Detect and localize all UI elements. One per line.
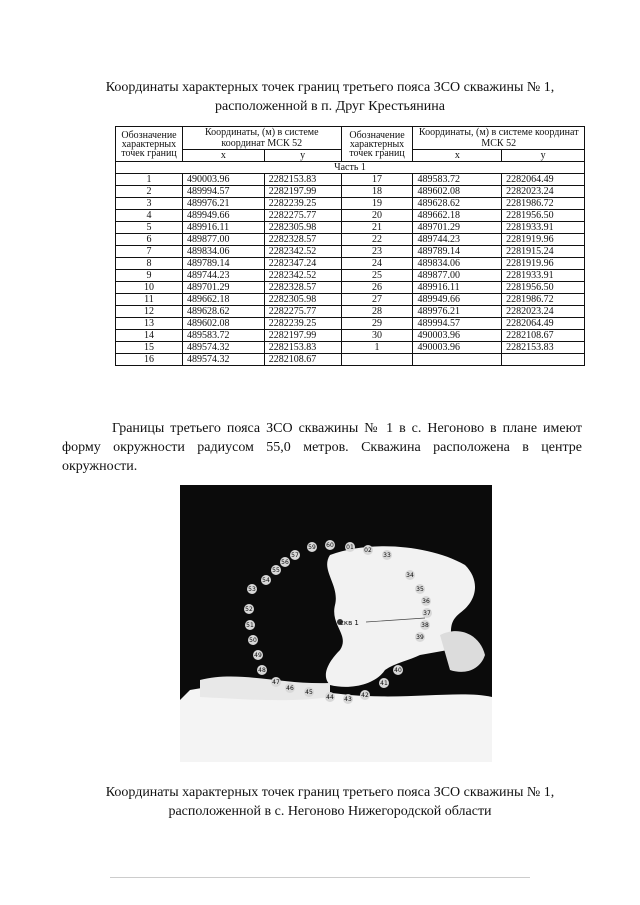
table-row (116, 258, 585, 270)
table-cell-n1: 1 (116, 174, 183, 186)
table-cell-y2: 2282108.67 (502, 330, 585, 342)
table-cell-n1: 11 (116, 294, 183, 306)
table-cell-n1: 10 (116, 282, 183, 294)
boundary-point-label: 48 (258, 667, 266, 674)
header-point-designation-2: Обозначение характерных точек границ (341, 127, 413, 162)
table-cell-n2: 30 (341, 330, 413, 342)
table-cell-y1: 2282239.25 (264, 318, 341, 330)
table-cell-n1: 6 (116, 234, 183, 246)
boundary-point-label: 52 (245, 606, 253, 613)
table-row (116, 246, 585, 258)
table-cell-x1: 489701.29 (182, 282, 264, 294)
table-row (116, 294, 585, 306)
table-cell-y1: 2282108.67 (264, 354, 341, 366)
site-map-graphic (180, 485, 492, 762)
table-cell-x2: 489628.62 (413, 198, 502, 210)
map-white-area-right (440, 631, 485, 672)
table-cell-n2: 17 (341, 174, 413, 186)
boundary-point-label: 51 (246, 622, 254, 629)
table-cell-x1: 489574.32 (182, 354, 264, 366)
table-header-row (116, 127, 585, 150)
boundary-point-label: 49 (254, 652, 262, 659)
title-top-line1: Координаты характерных точек границ третьего пояса ЗСО скважины № 1, (105, 80, 555, 95)
table-cell-n2: 29 (341, 318, 413, 330)
table-cell-y2: 2281933.91 (502, 222, 585, 234)
table-cell-n1: 4 (116, 210, 183, 222)
table-row (116, 342, 585, 354)
table-cell-x1: 489628.62 (182, 306, 264, 318)
table-cell-x1: 489916.11 (182, 222, 264, 234)
table-cell-x2: 489834.06 (413, 258, 502, 270)
title-bottom-line2: расположенной в с. Негоново Нижегородской области (168, 804, 492, 819)
table-row (116, 282, 585, 294)
table-cell-x2 (413, 354, 502, 366)
table-cell-y2: 2281956.50 (502, 282, 585, 294)
table-cell-y1: 2282239.25 (264, 198, 341, 210)
table-cell-y1: 2282342.52 (264, 270, 341, 282)
table-cell-y1: 2282328.57 (264, 282, 341, 294)
table-cell-n1: 14 (116, 330, 183, 342)
table-cell-n2: 26 (341, 282, 413, 294)
description-paragraph: Границы третьего пояса ЗСО скважины № 1 в с. Негоново в плане имеют форму окружности радиусом 55,0 метров. Скважина расположена в центре окружности. (62, 421, 582, 474)
table-cell-n2: 1 (341, 342, 413, 354)
table-part-row (116, 162, 585, 174)
boundary-point-label: 01 (346, 544, 354, 551)
table-cell-x2: 489602.08 (413, 186, 502, 198)
header-coordinates: Координаты, (м) в системе координат МСК 52 (182, 127, 341, 150)
table-cell-x2: 489877.00 (413, 270, 502, 282)
well-label: скв 1 (340, 619, 359, 627)
title-top-line2: расположенной в п. Друг Крестьянина (214, 99, 445, 114)
table-cell-n1: 15 (116, 342, 183, 354)
boundary-point-label: 50 (249, 637, 257, 644)
boundary-point-label: 60 (326, 542, 334, 549)
table-row (116, 330, 585, 342)
table-cell-y1: 2282305.98 (264, 222, 341, 234)
site-map-image (180, 485, 492, 762)
table-cell-x2: 489976.21 (413, 306, 502, 318)
table-cell-y2: 2282064.49 (502, 318, 585, 330)
table-row (116, 222, 585, 234)
table-cell-y2: 2281986.72 (502, 294, 585, 306)
table-cell-n2: 25 (341, 270, 413, 282)
table-cell-x2: 490003.96 (413, 342, 502, 354)
table-row (116, 354, 585, 366)
table-cell-x2: 489662.18 (413, 210, 502, 222)
table-cell-n2: 20 (341, 210, 413, 222)
footer-rule (110, 877, 530, 878)
table-row (116, 186, 585, 198)
table-cell-n1: 12 (116, 306, 183, 318)
boundary-point-label: 38 (421, 622, 429, 629)
table-cell-x1: 489574.32 (182, 342, 264, 354)
table-cell-x2: 489701.29 (413, 222, 502, 234)
boundary-point-label: 33 (383, 552, 391, 559)
table-cell-x1: 489994.57 (182, 186, 264, 198)
boundary-point-label: 40 (394, 667, 402, 674)
coordinates-table (115, 126, 585, 366)
table-cell-y1: 2282197.99 (264, 330, 341, 342)
table-cell-y2: 2281919.96 (502, 234, 585, 246)
table-cell-n2: 22 (341, 234, 413, 246)
table-cell-y2: 2281956.50 (502, 210, 585, 222)
boundary-point-label: 35 (416, 586, 424, 593)
table-cell-x1: 489877.00 (182, 234, 264, 246)
boundary-point-label: 47 (272, 679, 280, 686)
boundary-point-label: 45 (305, 689, 313, 696)
boundary-point-label: 36 (422, 598, 430, 605)
part-label: Часть 1 (116, 162, 585, 174)
boundary-point-label: 34 (406, 572, 414, 579)
table-cell-y1: 2282153.83 (264, 342, 341, 354)
table-cell-n2: 28 (341, 306, 413, 318)
table-cell-y2: 2282023.24 (502, 306, 585, 318)
table-cell-y2: 2281915.24 (502, 246, 585, 258)
table-cell-x1: 489744.23 (182, 270, 264, 282)
table-cell-n2: 24 (341, 258, 413, 270)
boundary-point-label: 42 (361, 692, 369, 699)
boundary-point-label: 57 (291, 552, 299, 559)
table-row (116, 174, 585, 186)
table-cell-y2: 2282153.83 (502, 342, 585, 354)
boundary-point-label: 41 (380, 680, 388, 687)
table-cell-x2: 489583.72 (413, 174, 502, 186)
document-title-bottom (70, 783, 590, 821)
table-cell-y1: 2282328.57 (264, 234, 341, 246)
header-x-2: x (413, 150, 502, 162)
table-cell-y1: 2282347.24 (264, 258, 341, 270)
header-x: x (182, 150, 264, 162)
table-cell-y1: 2282305.98 (264, 294, 341, 306)
table-cell-x1: 489949.66 (182, 210, 264, 222)
table-cell-y2: 2282064.49 (502, 174, 585, 186)
table-cell-x2: 489789.14 (413, 246, 502, 258)
document-title-top (70, 78, 590, 116)
table-cell-x1: 489583.72 (182, 330, 264, 342)
table-cell-n2: 21 (341, 222, 413, 234)
table-cell-y1: 2282275.77 (264, 306, 341, 318)
boundary-point-label: 37 (423, 610, 431, 617)
table-cell-x2: 490003.96 (413, 330, 502, 342)
table-cell-n1: 9 (116, 270, 183, 282)
table-cell-n1: 7 (116, 246, 183, 258)
table-cell-n1: 5 (116, 222, 183, 234)
table-cell-n1: 16 (116, 354, 183, 366)
boundary-point-label: 54 (262, 577, 270, 584)
boundary-point-label: 59 (308, 544, 316, 551)
table-cell-y2 (502, 354, 585, 366)
boundary-point-label: 44 (326, 694, 334, 701)
table-cell-y2: 2281986.72 (502, 198, 585, 210)
boundary-point-label: 46 (286, 685, 294, 692)
table-row (116, 306, 585, 318)
title-bottom-line1: Координаты характерных точек границ третьего пояса ЗСО скважины № 1, (105, 785, 555, 800)
table-cell-n2 (341, 354, 413, 366)
table-cell-n1: 2 (116, 186, 183, 198)
table-row (116, 270, 585, 282)
table-cell-y1: 2282342.52 (264, 246, 341, 258)
header-y-2: y (502, 150, 585, 162)
table-cell-y1: 2282197.99 (264, 186, 341, 198)
table-cell-n2: 19 (341, 198, 413, 210)
table-cell-x2: 489744.23 (413, 234, 502, 246)
table-row (116, 198, 585, 210)
table-cell-x1: 489602.08 (182, 318, 264, 330)
table-cell-y1: 2282275.77 (264, 210, 341, 222)
table-cell-y2: 2281919.96 (502, 258, 585, 270)
boundary-point-label: 55 (272, 567, 280, 574)
header-point-designation: Обозначение характерных точек границ (116, 127, 183, 162)
table-cell-y2: 2281933.91 (502, 270, 585, 282)
header-coordinates-2: Координаты, (м) в системе координат МСК 52 (413, 127, 585, 150)
table-cell-x1: 489976.21 (182, 198, 264, 210)
table-cell-n1: 3 (116, 198, 183, 210)
table-cell-n2: 27 (341, 294, 413, 306)
table-cell-n2: 18 (341, 186, 413, 198)
boundary-point-label: 43 (344, 696, 352, 703)
boundary-point-label: 53 (248, 586, 256, 593)
table-cell-y2: 2282023.24 (502, 186, 585, 198)
table-row (116, 318, 585, 330)
boundary-point-label: 56 (281, 559, 289, 566)
table-cell-x2: 489994.57 (413, 318, 502, 330)
table-cell-x2: 489916.11 (413, 282, 502, 294)
table-cell-y1: 2282153.83 (264, 174, 341, 186)
boundary-point-label: 02 (364, 547, 372, 554)
table-cell-x2: 489949.66 (413, 294, 502, 306)
table-cell-n1: 8 (116, 258, 183, 270)
boundary-point-label: 39 (416, 634, 424, 641)
table-row (116, 234, 585, 246)
table-cell-x1: 489662.18 (182, 294, 264, 306)
table-cell-x1: 490003.96 (182, 174, 264, 186)
table-cell-x1: 489789.14 (182, 258, 264, 270)
table-cell-n2: 23 (341, 246, 413, 258)
table-cell-x1: 489834.06 (182, 246, 264, 258)
header-y: y (264, 150, 341, 162)
table-row (116, 210, 585, 222)
table-cell-n1: 13 (116, 318, 183, 330)
